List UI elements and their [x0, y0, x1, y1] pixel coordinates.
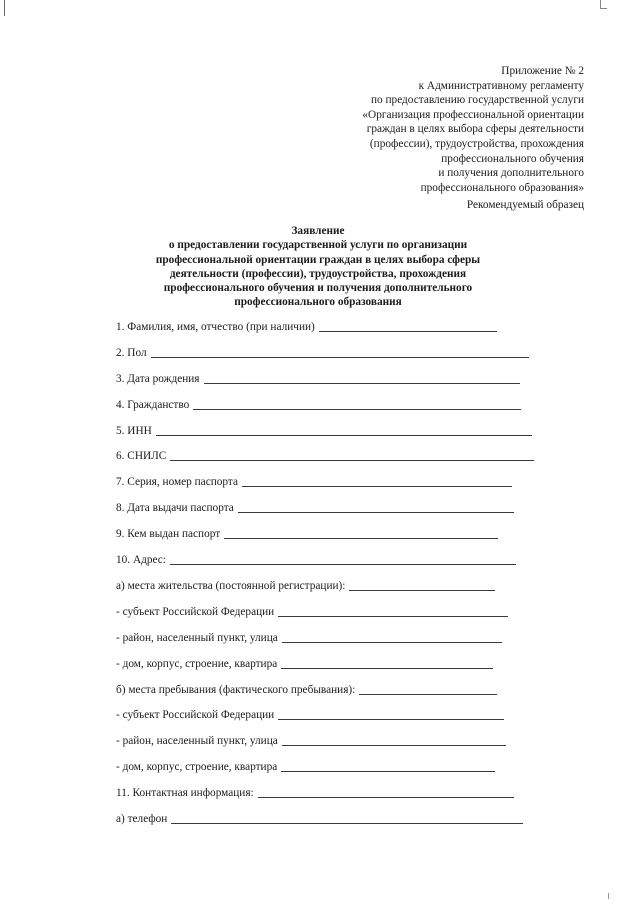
stay-locality-input-line[interactable] [282, 745, 506, 746]
stay-house-input-line[interactable] [281, 771, 495, 772]
field-label: - субъект Российской Федерации [116, 709, 275, 721]
passport-number-input-line[interactable] [242, 486, 512, 487]
field-label: 8. Дата выдачи паспорта [116, 502, 234, 514]
phone-input-line[interactable] [171, 823, 523, 824]
title-line: профессионального образования [234, 296, 402, 309]
field-label: - субъект Российской Федерации [116, 606, 275, 618]
citizenship-input-line[interactable] [193, 409, 521, 410]
field-label: а) места жительства (постоянной регистрации): [116, 580, 346, 592]
title-line: деятельности (профессии), трудоустройства, прохождения [169, 267, 467, 280]
field-stay-house [116, 758, 495, 774]
annex-header-line: и получения дополнительного [438, 167, 584, 180]
stay-address-input-line[interactable] [359, 694, 497, 695]
field-passport-number [116, 473, 512, 489]
field-label: 9. Кем выдан паспорт [116, 528, 221, 540]
passport-issued-by-input-line[interactable] [224, 538, 498, 539]
field-residence-locality [116, 629, 502, 645]
contact-info-input-line[interactable] [258, 797, 514, 798]
address-input-line[interactable] [170, 564, 516, 565]
field-label: - дом, корпус, строение, квартира [116, 658, 278, 670]
annex-header-line: «Организация профессиональной ориентации [362, 108, 584, 121]
field-label: 7. Серия, номер паспорта [116, 476, 238, 488]
stay-region-input-line[interactable] [278, 719, 504, 720]
inn-input-line[interactable] [156, 435, 532, 436]
field-contact-info [116, 784, 514, 800]
field-sex [116, 344, 529, 360]
annex-header-line: профессионального образования» [420, 181, 584, 194]
field-label: а) телефон [116, 813, 168, 825]
scan-corner-mark [608, 893, 615, 899]
title-line: профессиональной ориентации граждан в целях выбора сферы [155, 253, 481, 266]
passport-issue-date-input-line[interactable] [238, 512, 514, 513]
field-label: 10. Адрес: [116, 554, 166, 566]
field-stay-address [116, 681, 497, 697]
title-heading: Заявление [291, 225, 345, 237]
birth-date-input-line[interactable] [204, 383, 520, 384]
annex-header-line: к Административному регламенту [418, 79, 584, 92]
field-residence-region [116, 603, 508, 619]
field-passport-issued-by [116, 525, 498, 541]
field-stay-locality [116, 732, 506, 748]
field-phone [116, 810, 523, 826]
annex-header-line: граждан в целях выбора сферы деятельности [366, 123, 584, 136]
annex-header-line: профессионального обучения [441, 152, 584, 165]
field-label: 1. Фамилия, имя, отчество (при наличии) [116, 321, 315, 333]
snils-input-line[interactable] [170, 460, 534, 461]
annex-header [362, 64, 584, 195]
field-label: 6. СНИЛС [116, 450, 167, 462]
field-citizenship [116, 396, 521, 412]
sex-input-line[interactable] [151, 357, 529, 358]
field-full-name [116, 318, 497, 334]
annex-header-line: Приложение № 2 [501, 65, 584, 77]
scan-edge-mark [4, 0, 5, 16]
sample-note: Рекомендуемый образец [466, 199, 584, 211]
field-snils [116, 447, 534, 463]
field-passport-issue-date [116, 499, 514, 515]
annex-header-line: (профессии), трудоустройства, прохождения [369, 137, 584, 150]
field-label: 5. ИНН [116, 425, 152, 437]
field-inn [116, 422, 532, 438]
field-label: 3. Дата рождения [116, 373, 200, 385]
annex-header-line: по предоставлению государственной услуги [370, 94, 584, 107]
residence-house-input-line[interactable] [281, 668, 493, 669]
residence-address-input-line[interactable] [349, 590, 495, 591]
field-label: б) места пребывания (фактического пребывания): [116, 684, 356, 696]
title-line: профессионального обучения и получения дополнительного [163, 282, 473, 295]
residence-region-input-line[interactable] [278, 616, 508, 617]
field-label: 4. Гражданство [116, 399, 190, 411]
full-name-input-line[interactable] [319, 331, 497, 332]
field-address [116, 551, 516, 567]
application-title [118, 224, 518, 310]
field-label: - дом, корпус, строение, квартира [116, 761, 278, 773]
field-birth-date [116, 370, 520, 386]
scan-corner-mark [600, 0, 607, 9]
field-residence-house [116, 655, 493, 671]
field-label: - район, населенный пункт, улица [116, 632, 278, 644]
field-label: - район, населенный пункт, улица [116, 735, 278, 747]
residence-locality-input-line[interactable] [282, 642, 502, 643]
field-label: 2. Пол [116, 347, 147, 359]
field-residence-address [116, 577, 495, 593]
title-line: о предоставлении государственной услуги по организации [168, 239, 468, 252]
field-stay-region [116, 706, 504, 722]
field-label: 11. Контактная информация: [116, 787, 254, 799]
